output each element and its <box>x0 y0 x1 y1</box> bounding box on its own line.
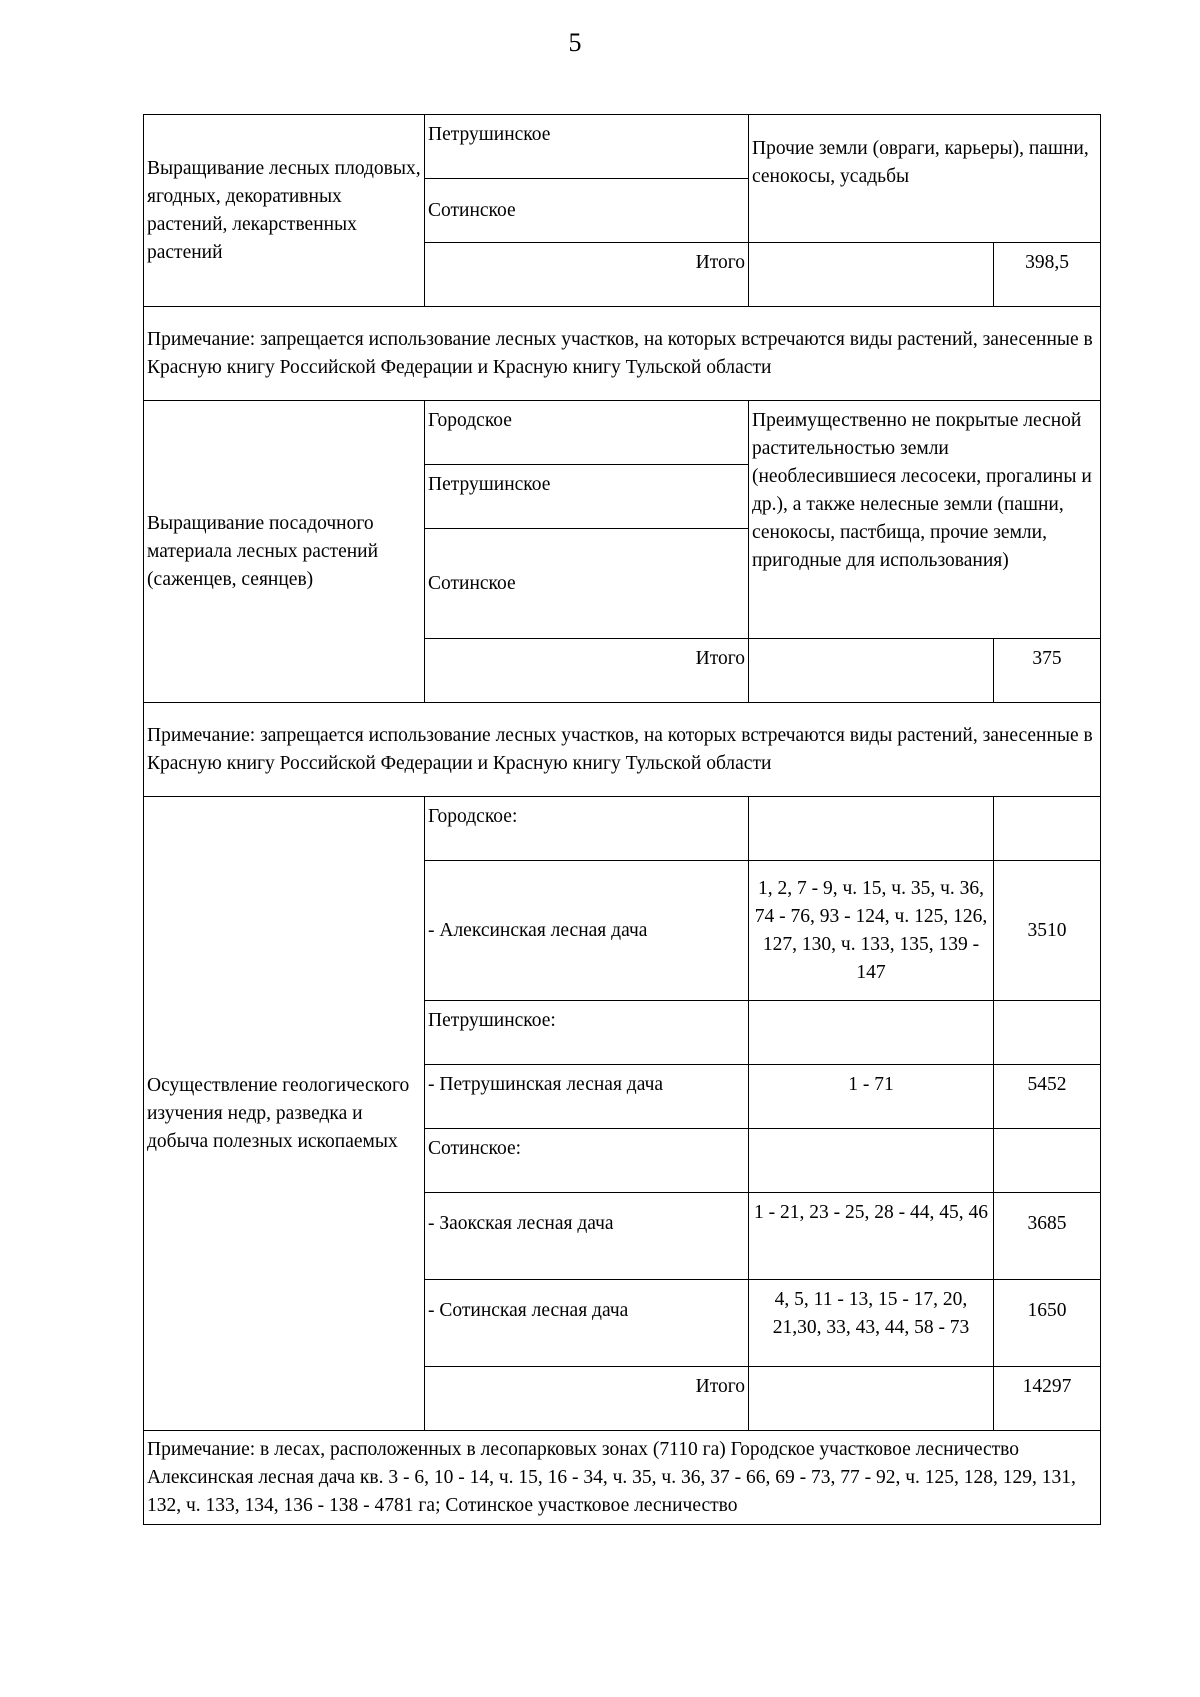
total-value: 398,5 <box>994 243 1101 307</box>
page-number: 5 <box>568 28 582 57</box>
quarters-cell: 1 - 71 <box>749 1065 994 1129</box>
forest-use-table <box>143 114 1101 1525</box>
activity-cell: Выращивание посадочного материала лесных растений (саженцев, сеянцев) <box>144 401 425 703</box>
area-cell: 1650 <box>994 1280 1101 1367</box>
note-row: Примечание: запрещается использование лесных участков, на которых встречаются виды растений, занесенные в Красную книгу Российской Федерации и Красную книгу Тульской области <box>144 703 1101 797</box>
area-cell: 3685 <box>994 1193 1101 1280</box>
forestry-name: Петрушинское <box>425 115 749 179</box>
lands-cell: Прочие земли (овраги, карьеры), пашни, сенокосы, усадьбы <box>749 115 1101 243</box>
area-cell <box>994 797 1101 861</box>
note-row: Примечание: в лесах, расположенных в лесопарковых зонах (7110 га) Городское участковое лесничество Алексинская лесная дача кв. 3 - 6, 10 - 14, ч. 15, 16 - 34, ч. 35, ч. 36, 37 - 66, 69 - 73, 77 - 92, ч. 125, 128, 129, 131, 132, ч. 133, 134, 136 - 138 - 4781 га; Сотинское участковое лесничество <box>144 1431 1101 1525</box>
forestry-name: Сотинское: <box>425 1129 749 1193</box>
quarters-cell: 1, 2, 7 - 9, ч. 15, ч. 35, ч. 36, 74 - 76, 93 - 124, ч. 125, 126, 127, 130, ч. 133, 135, 139 - 147 <box>749 861 994 1001</box>
forest-dacha-name: - Заокская лесная дача <box>425 1193 749 1280</box>
forestry-name: Сотинское <box>425 179 749 243</box>
lands-cell: Преимущественно не покрытые лесной растительностью земли (необлесившиеся лесосеки, прогалины и др.), а также нелесные земли (пашни, сенокосы, пастбища, прочие земли, пригодные для использования) <box>749 401 1101 639</box>
area-cell <box>994 1129 1101 1193</box>
forest-dacha-name: - Петрушинская лесная дача <box>425 1065 749 1129</box>
activity-cell: Выращивание лесных плодовых, ягодных, декоративных растений, лекарственных растений <box>144 115 425 307</box>
forestry-name: Городское <box>425 401 749 465</box>
quarters-cell <box>749 1129 994 1193</box>
quarters-cell: 4, 5, 11 - 13, 15 - 17, 20, 21,30, 33, 43, 44, 58 - 73 <box>749 1280 994 1367</box>
forest-dacha-name: - Алексинская лесная дача <box>425 861 749 1001</box>
quarters-cell <box>749 1001 994 1065</box>
forest-dacha-name: - Сотинская лесная дача <box>425 1280 749 1367</box>
quarters-cell <box>749 797 994 861</box>
area-cell: 3510 <box>994 861 1101 1001</box>
forestry-name: Петрушинское <box>425 465 749 529</box>
forestry-name: Городское: <box>425 797 749 861</box>
note-row: Примечание: запрещается использование лесных участков, на которых встречаются виды растений, занесенные в Красную книгу Российской Федерации и Красную книгу Тульской области <box>144 307 1101 401</box>
total-label: Итого <box>425 243 749 307</box>
total-value: 375 <box>994 639 1101 703</box>
forestry-name: Сотинское <box>425 529 749 639</box>
activity-cell: Осуществление геологического изучения недр, разведка и добыча полезных ископаемых <box>144 797 425 1431</box>
area-cell <box>994 1001 1101 1065</box>
total-value: 14297 <box>994 1367 1101 1431</box>
forestry-name: Петрушинское: <box>425 1001 749 1065</box>
quarters-cell: 1 - 21, 23 - 25, 28 - 44, 45, 46 <box>749 1193 994 1280</box>
total-label: Итого <box>425 639 749 703</box>
total-label: Итого <box>425 1367 749 1431</box>
area-cell: 5452 <box>994 1065 1101 1129</box>
